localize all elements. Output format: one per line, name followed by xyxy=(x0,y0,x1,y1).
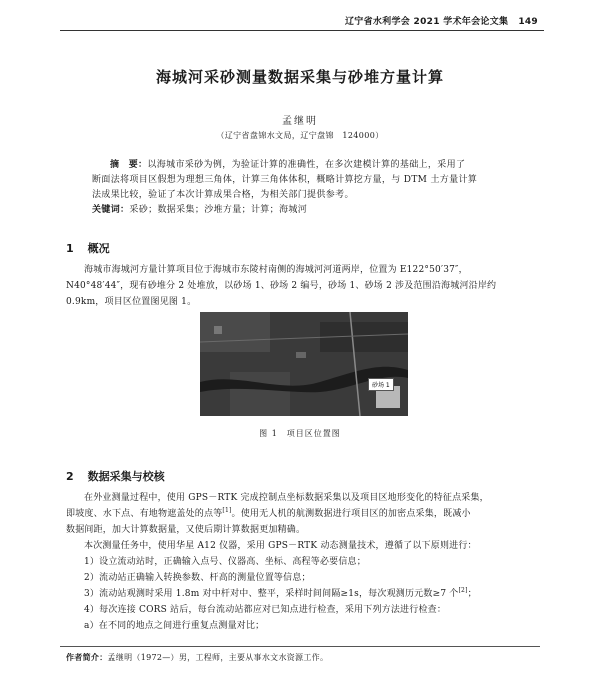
list-item-2: 2）流动站正确输入转换参数、杆高的测量位置等信息； xyxy=(84,573,311,583)
reference-2: [2] xyxy=(458,587,468,594)
section-2-number: 2 xyxy=(66,470,74,483)
section-1-number: 1 xyxy=(66,242,74,255)
keywords-line xyxy=(92,203,518,218)
list-item-4: 4）每次连接 CORS 站后，每台流动站都应对已知点进行检查，采用下列方法进行检查： xyxy=(84,605,447,615)
section-1-heading xyxy=(66,240,110,256)
section-2-body xyxy=(66,490,546,634)
section-2-heading xyxy=(66,468,165,484)
abstract-line-2: 断面法将项目区假想为理想三角体，计算三角体体积，概略计算挖方量，与 DTM 土方量计算 xyxy=(92,175,478,185)
section-1-title: 概况 xyxy=(87,242,110,255)
author-affiliation: （辽宁省盘锦水文局，辽宁盘锦 124000） xyxy=(216,131,384,140)
page-number: 149 xyxy=(518,17,538,27)
section-2-title: 数据采集与校核 xyxy=(87,470,165,483)
abstract-label: 摘 要： xyxy=(110,160,148,170)
abstract-line-3: 法成果比较，验证了本次计算成果合格，为相关部门提供参考。 xyxy=(92,190,354,200)
section-2-line-3: 数据间距，加大计算数据量，又使后期计算数据更加精确。 xyxy=(66,525,306,535)
section-2-line-4: 本次测量任务中，使用华星 A12 仪器，采用 GPS－RTK 动态测量技术，遵循了以下原则进行： xyxy=(84,541,477,551)
section-1-line-3: 0.9km，项目区位置图见图 1。 xyxy=(66,297,197,307)
aerial-photo-graphic xyxy=(200,312,408,416)
section-2-line-2 xyxy=(66,506,546,522)
section-2-line-2-tail: 。使用无人机的航测数据进行项目区的加密点采集，既减小 xyxy=(231,509,471,519)
section-1-line-2: N40°48′44″，现有砂堆分 2 处堆放，以砂场 1、砂场 2 编号，砂场 1、砂场 2 涉及范围沿海城河沿岸约 xyxy=(66,281,497,291)
figure-1-aerial-image xyxy=(200,312,408,416)
author-name: 孟继明 xyxy=(282,116,318,127)
abstract xyxy=(92,158,518,218)
journal-name: 辽宁省水利学会 2021 学术年会论文集 xyxy=(344,17,509,27)
keywords-label: 关键词： xyxy=(92,205,130,215)
list-item-1: 1）设立流动站时，正确输入点号、仪器高、坐标、高程等必要信息； xyxy=(84,557,366,567)
header-rule xyxy=(60,30,544,31)
section-2-line-2-text: 即坡度、水下点、有地物遮盖处的点等 xyxy=(66,509,223,519)
reference-1: [1] xyxy=(222,507,232,514)
site-1-label: 砂场 1 xyxy=(368,378,394,391)
author-footnote xyxy=(66,652,328,663)
footnote-rule xyxy=(60,646,540,647)
list-item-3-text: 3）流动站观测时采用 1.8m 对中杆对中、整平，采样时间间隔≥1s，每次观测历元数≥7 个 xyxy=(84,589,459,599)
keywords-text: 采砂；数据采集；沙堆方量；计算；海城河 xyxy=(129,205,308,215)
section-1-line-1: 海城市海城河方量计算项目位于海城市东陵村南侧的海城河河道两岸，位置为 E122°50′37″， xyxy=(84,265,468,275)
section-2-line-1: 在外业测量过程中，使用 GPS－RTK 完成控制点坐标数据采集以及项目区地形变化的特征点采集， xyxy=(84,493,489,503)
abstract-line-1 xyxy=(92,158,518,173)
list-item-a: a）在不同的地点之间进行重复点测量对比； xyxy=(84,621,265,631)
footnote-label: 作者简介： xyxy=(66,653,108,662)
figure-1-caption: 图 1 项目区位置图 xyxy=(259,429,341,438)
list-item-3-tail: ； xyxy=(467,589,477,599)
running-head xyxy=(345,14,538,27)
abstract-text-1: 以海城市采砂为例，为验证计算的准确性，在多次建模计算的基础上，采用了 xyxy=(147,160,466,170)
footnote-text: 孟继明（1972—）男，工程师，主要从事水文水资源工作。 xyxy=(107,653,329,662)
paper-title: 海城河采砂测量数据采集与砂堆方量计算 xyxy=(155,68,444,86)
list-item-3 xyxy=(66,586,546,602)
section-1-body xyxy=(66,262,546,310)
